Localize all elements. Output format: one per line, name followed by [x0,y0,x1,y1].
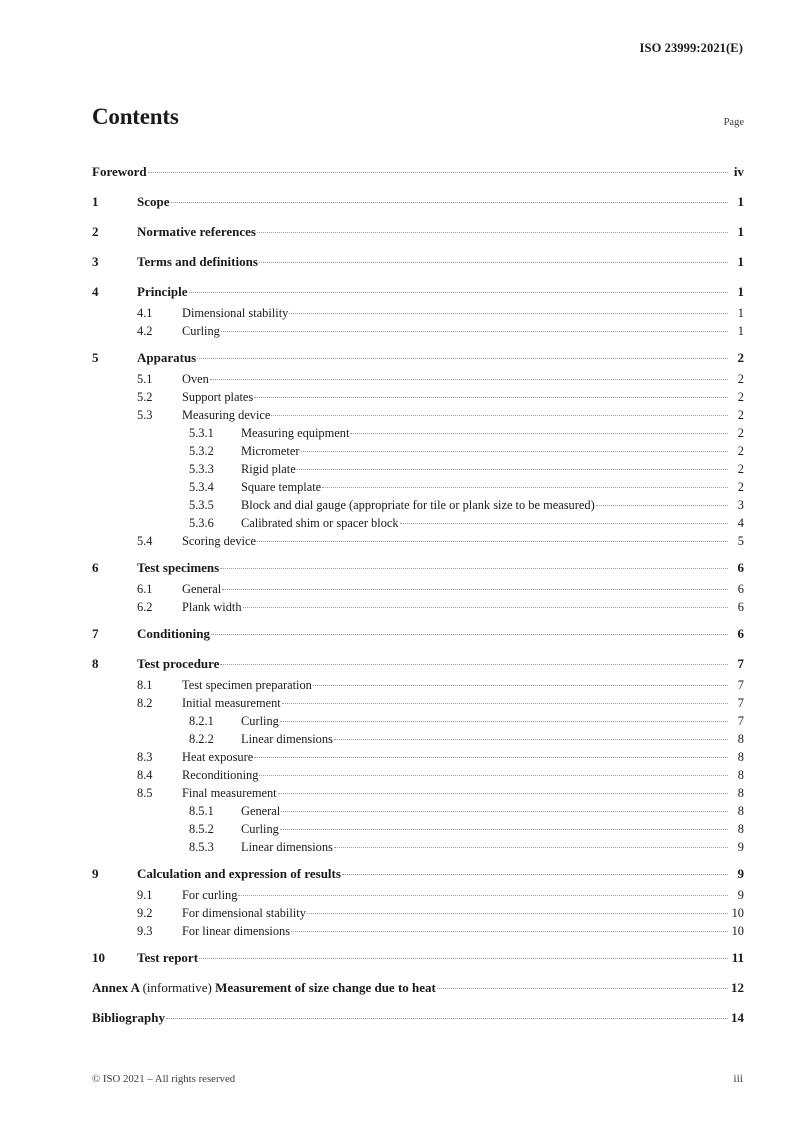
toc-entry[interactable] [92,457,744,475]
toc-entry-number: 6.2 [137,600,153,614]
toc-entry[interactable] [92,919,744,937]
toc-dot-leader [197,346,728,362]
toc-entry[interactable] [92,883,744,901]
toc-entry-number: 10 [92,950,105,965]
toc-dot-leader [281,799,728,815]
toc-entry-page: 2 [737,462,744,476]
toc-dot-leader [322,475,728,491]
toc-entry[interactable] [92,556,744,577]
toc-entry-title: Normative references [137,224,256,239]
toc-entry-number: 8.5.3 [189,840,214,854]
toc-entry-title: Curling [241,822,279,836]
toc-entry[interactable] [92,160,744,181]
toc-dot-leader [297,457,728,473]
toc-entry-page: 5 [737,534,744,548]
toc-entry-title: Calculation and expression of results [137,866,341,881]
toc-entry-page: 6 [737,560,744,575]
toc-entry[interactable] [92,817,744,835]
toc-entry-title: Terms and definitions [137,254,258,269]
toc-entry-number: 5.1 [137,372,153,386]
toc-dot-leader [243,595,728,611]
toc-dot-leader [220,652,728,668]
page-column-label: Page [723,117,744,128]
toc-entry-number: 5.4 [137,534,153,548]
toc-entry-title: Curling [241,714,279,728]
toc-entry-title: For dimensional stability [182,906,306,920]
toc-entry-title-part: Annex A [92,980,143,995]
toc-entry-page: 8 [737,768,744,782]
toc-entry[interactable] [92,652,744,673]
toc-dot-leader [220,556,728,572]
toc-entry-page: 6 [737,582,744,596]
toc-entry-title: General [241,804,281,818]
toc-entry-title: Apparatus [137,350,197,365]
toc-entry-number: 8.4 [137,768,153,782]
toc-entry[interactable] [92,280,744,301]
table-of-contents [92,160,744,1027]
toc-entry-title: Test report [137,950,199,965]
toc-entry-number: 8.5 [137,786,153,800]
toc-entry-number: 5 [92,350,99,365]
toc-dot-leader [400,511,728,527]
toc-entry-title: Reconditioning [182,768,259,782]
toc-entry-title: Plank width [182,600,242,614]
toc-dot-leader [289,301,728,317]
toc-entry-number: 5.3.2 [189,444,214,458]
toc-entry-number: 8 [92,656,99,671]
toc-dot-leader [221,319,728,335]
toc-entry[interactable] [92,781,744,799]
contents-section [92,104,744,1027]
toc-entry-title: Block and dial gauge (appropriate for tile or plank size to be measured) [241,498,595,512]
toc-entry[interactable] [92,1006,744,1027]
toc-entry-number: 9.1 [137,888,153,902]
toc-entry-number: 5.3.6 [189,516,214,530]
toc-entry-number: 8.5.1 [189,804,214,818]
toc-entry-title: Micrometer [241,444,300,458]
toc-entry[interactable] [92,622,744,643]
toc-entry-number: 8.2.1 [189,714,214,728]
toc-entry-page: 9 [737,866,744,881]
toc-entry-page: 9 [737,888,744,902]
toc-entry[interactable] [92,511,744,529]
toc-entry-title: Test specimens [137,560,220,575]
toc-entry-number: 8.1 [137,678,153,692]
toc-entry[interactable] [92,835,744,853]
toc-entry-page: 12 [731,980,744,995]
toc-entry-number: 6 [92,560,99,575]
toc-entry-title: Support plates [182,390,254,404]
toc-dot-leader [282,691,728,707]
toc-entry-page: 2 [737,350,744,365]
toc-entry[interactable] [92,673,744,691]
toc-entry-title: Principle [137,284,188,299]
toc-entry[interactable] [92,421,744,439]
toc-dot-leader [596,493,728,509]
toc-entry-number: 5.3.5 [189,498,214,512]
toc-entry-number: 2 [92,224,99,239]
toc-entry-title: Calibrated shim or spacer block [241,516,399,530]
toc-dot-leader [210,367,728,383]
toc-entry-page: 8 [737,786,744,800]
toc-entry-title: For curling [182,888,238,902]
toc-entry[interactable] [92,190,744,211]
contents-header-row [92,104,744,138]
toc-entry-page: 14 [731,1010,744,1025]
toc-entry[interactable] [92,319,744,337]
toc-entry[interactable] [92,403,744,421]
toc-entry[interactable] [92,595,744,613]
toc-entry-page: 8 [737,822,744,836]
toc-entry-page: 7 [737,696,744,710]
toc-dot-leader [313,673,728,689]
toc-dot-leader [280,817,728,833]
toc-entry[interactable] [92,220,744,241]
toc-entry[interactable] [92,691,744,709]
toc-dot-leader [334,835,728,851]
toc-dot-leader [189,280,728,296]
toc-entry-number: 5.2 [137,390,153,404]
toc-entry-page: 8 [737,804,744,818]
toc-entry-number: 9 [92,866,99,881]
toc-entry-title: Scoring device [182,534,256,548]
toc-dot-leader [437,976,728,992]
toc-entry-page: iv [733,164,744,179]
document-reference-header: ISO 23999:2021(E) [639,41,743,55]
toc-entry[interactable] [92,475,744,493]
toc-dot-leader [254,745,728,761]
toc-entry[interactable] [92,250,744,271]
page-title: Contents [92,104,179,129]
toc-dot-leader [238,883,728,899]
toc-entry-page: 2 [737,390,744,404]
page-footer [92,1073,743,1085]
toc-entry-number: 9.2 [137,906,153,920]
toc-entry-page: 11 [731,950,744,965]
toc-entry-page: 1 [737,194,744,209]
toc-dot-leader [222,577,728,593]
toc-entry-page: 2 [737,426,744,440]
toc-entry-page: 7 [737,714,744,728]
toc-dot-leader [307,901,728,917]
toc-dot-leader [334,727,728,743]
toc-entry-page: 2 [737,372,744,386]
toc-entry-page: 8 [737,750,744,764]
toc-dot-leader [171,190,729,206]
toc-entry-title-part: (informative) [142,980,216,995]
toc-entry-title-part: Measurement of size change due to heat [215,980,436,995]
toc-entry[interactable] [92,709,744,727]
toc-entry-title: General [182,582,222,596]
toc-entry-page: 9 [737,840,744,854]
toc-entry-page: 3 [737,498,744,512]
toc-entry-number: 4.1 [137,306,153,320]
toc-entry-number: 8.2 [137,696,153,710]
toc-entry-title: Final measurement [182,786,277,800]
toc-entry-title: Square template [241,480,322,494]
toc-entry-title: For linear dimensions [182,924,291,938]
toc-entry-page: 7 [737,678,744,692]
toc-entry[interactable] [92,367,744,385]
toc-dot-leader [291,919,728,935]
toc-dot-leader [257,220,728,236]
toc-entry-page: 2 [737,480,744,494]
toc-entry-page: 7 [737,656,744,671]
toc-entry[interactable] [92,493,744,511]
toc-entry-page: 6 [737,600,744,614]
toc-dot-leader [257,529,728,545]
toc-entry[interactable] [92,346,744,367]
toc-dot-leader [199,946,728,962]
toc-entry[interactable] [92,763,744,781]
toc-entry-title: Oven [182,372,209,386]
toc-dot-leader [259,763,728,779]
footer-page-number: iii [733,1073,743,1085]
toc-dot-leader [254,385,728,401]
toc-entry[interactable] [92,862,744,883]
toc-entry-title: Measuring equipment [241,426,350,440]
toc-entry[interactable] [92,976,744,997]
toc-entry-title: Bibliography [92,1010,165,1025]
toc-entry-title: Initial measurement [182,696,281,710]
toc-entry-number: 9.3 [137,924,153,938]
toc-entry-number: 5.3 [137,408,153,422]
toc-entry-page: 1 [737,324,744,338]
toc-dot-leader [342,862,728,878]
toc-entry-number: 5.3.4 [189,480,214,494]
toc-entry[interactable] [92,946,744,967]
toc-entry-page: 1 [737,284,744,299]
toc-entry-page: 1 [737,306,744,320]
toc-entry-title: Foreword [92,164,147,179]
toc-entry[interactable] [92,529,744,547]
toc-entry-title: Rigid plate [241,462,296,476]
toc-entry-title: Test procedure [137,656,220,671]
toc-dot-leader [211,622,728,638]
toc-entry-title: Curling [182,324,220,338]
toc-entry[interactable] [92,727,744,745]
toc-entry-number: 8.2.2 [189,732,214,746]
toc-entry-title: Heat exposure [182,750,254,764]
toc-entry-number: 5.3.3 [189,462,214,476]
toc-entry-page: 4 [737,516,744,530]
toc-entry-page: 2 [737,444,744,458]
toc-dot-leader [280,709,728,725]
toc-entry[interactable] [92,577,744,595]
toc-entry-number: 6.1 [137,582,153,596]
toc-entry-page: 10 [731,906,744,920]
toc-entry[interactable] [92,901,744,919]
toc-entry-title: Linear dimensions [241,840,333,854]
toc-entry[interactable] [92,799,744,817]
toc-dot-leader [350,421,728,437]
toc-entry-number: 8.3 [137,750,153,764]
toc-entry-number: 4.2 [137,324,153,338]
toc-entry-title: Linear dimensions [241,732,333,746]
toc-entry-page: 8 [737,732,744,746]
toc-dot-leader [166,1006,728,1022]
toc-dot-leader [148,160,728,176]
toc-entry-title: Scope [137,194,170,209]
toc-entry[interactable] [92,439,744,457]
toc-entry-title [92,981,436,994]
toc-entry-page: 6 [737,626,744,641]
toc-entry-number: 5.3.1 [189,426,214,440]
toc-entry-page: 10 [731,924,744,938]
toc-entry-page: 1 [737,254,744,269]
toc-entry[interactable] [92,745,744,763]
toc-entry-number: 3 [92,254,99,269]
toc-entry-number: 8.5.2 [189,822,214,836]
toc-entry-title: Dimensional stability [182,306,289,320]
toc-dot-leader [259,250,728,266]
toc-entry[interactable] [92,385,744,403]
toc-dot-leader [301,439,729,455]
toc-entry-number: 7 [92,626,99,641]
toc-entry-page: 2 [737,408,744,422]
toc-entry-title: Test specimen preparation [182,678,312,692]
toc-dot-leader [271,403,728,419]
toc-entry-title: Measuring device [182,408,271,422]
toc-entry-title: Conditioning [137,626,210,641]
toc-dot-leader [278,781,728,797]
toc-entry-number: 4 [92,284,99,299]
toc-entry-number: 1 [92,194,99,209]
toc-entry-page: 1 [737,224,744,239]
copyright-notice: © ISO 2021 – All rights reserved [92,1073,236,1085]
toc-entry[interactable] [92,301,744,319]
